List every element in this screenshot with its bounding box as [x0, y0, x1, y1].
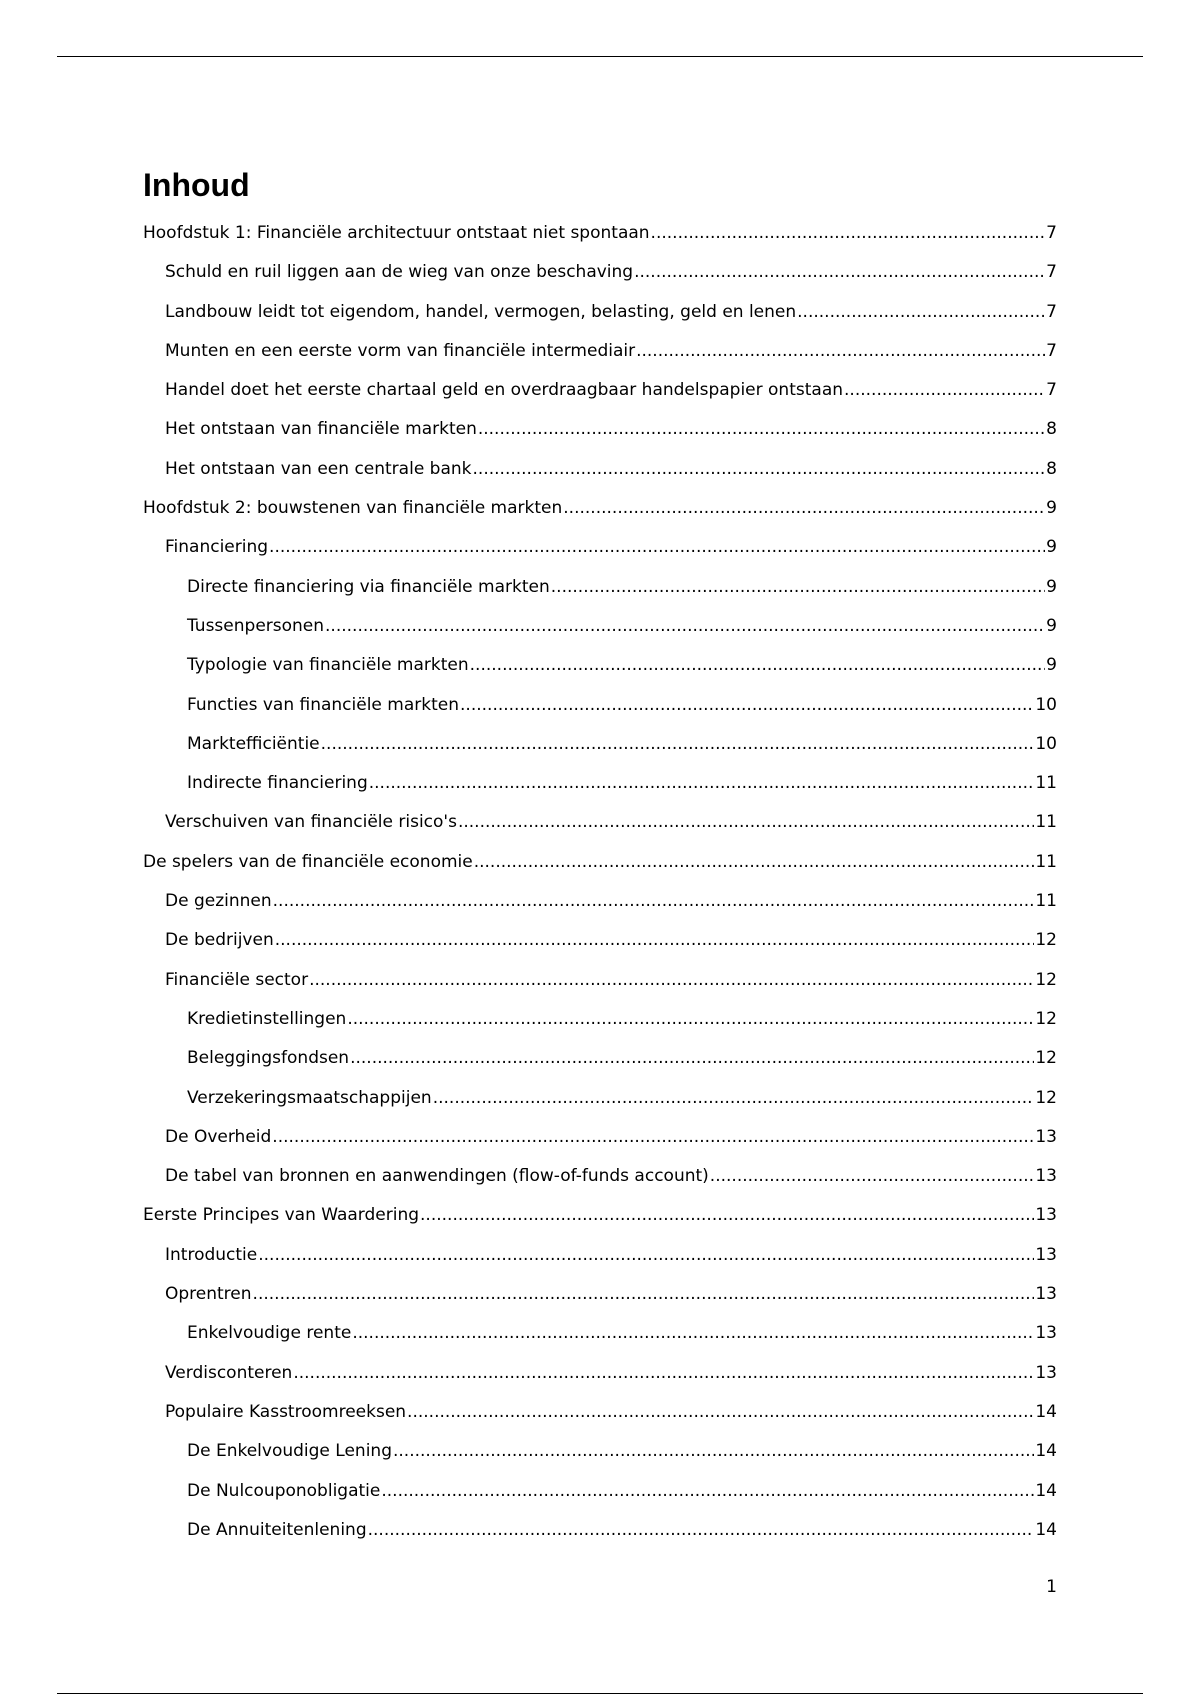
- toc-dot-leader: [407, 1393, 1034, 1432]
- toc-entry[interactable]: [143, 1354, 1057, 1393]
- toc-entry[interactable]: [143, 882, 1057, 921]
- toc-dot-leader: [368, 1511, 1035, 1550]
- toc-dot-leader: [258, 1236, 1034, 1275]
- toc-entry-title: Functies van financiële markten: [187, 694, 460, 715]
- toc-entry[interactable]: [143, 843, 1057, 882]
- toc-entry-page: 13: [1035, 1323, 1057, 1344]
- toc-entry-title: De Nulcouponobligatie: [187, 1480, 381, 1501]
- toc-entry-page: 13: [1035, 1166, 1057, 1187]
- toc-dot-leader: [420, 1196, 1034, 1235]
- toc-entry-title: Het ontstaan van een centrale bank: [165, 458, 472, 479]
- toc-entry[interactable]: [143, 528, 1057, 567]
- toc-entry[interactable]: [143, 1314, 1057, 1353]
- toc-dot-leader: [634, 253, 1045, 292]
- toc-entry[interactable]: [143, 1000, 1057, 1039]
- toc-dot-leader: [272, 1118, 1034, 1157]
- toc-entry-title: Eerste Principes van Waardering: [143, 1205, 420, 1226]
- toc-entry[interactable]: [143, 253, 1057, 292]
- toc-entry-title: Introductie: [165, 1244, 258, 1265]
- toc-entry[interactable]: [143, 568, 1057, 607]
- toc-dot-leader: [478, 410, 1045, 449]
- toc-entry-page: 11: [1035, 812, 1057, 833]
- toc-entry-page: 7: [1046, 262, 1057, 283]
- toc-entry-title: Enkelvoudige rente: [187, 1323, 352, 1344]
- toc-entry[interactable]: [143, 725, 1057, 764]
- toc-dot-leader: [458, 803, 1034, 842]
- toc-entry[interactable]: [143, 1039, 1057, 1078]
- toc-entry-page: 7: [1046, 301, 1057, 322]
- toc-entry[interactable]: [143, 489, 1057, 528]
- toc-entry-title: Kredietinstellingen: [187, 1008, 347, 1029]
- toc-dot-leader: [253, 1275, 1035, 1314]
- toc-entry-title: De bedrijven: [165, 930, 274, 951]
- toc-entry[interactable]: [143, 1432, 1057, 1471]
- toc-entry[interactable]: [143, 961, 1057, 1000]
- toc-dot-leader: [474, 843, 1035, 882]
- toc-dot-leader: [470, 646, 1046, 685]
- toc-dot-leader: [321, 725, 1035, 764]
- toc-dot-leader: [844, 371, 1045, 410]
- toc-dot-leader: [350, 1039, 1034, 1078]
- toc-dot-leader: [797, 293, 1045, 332]
- toc-dot-leader: [651, 214, 1046, 253]
- toc-entry-page: 14: [1035, 1401, 1057, 1422]
- toc-entry-page: 12: [1035, 930, 1057, 951]
- toc-dot-leader: [433, 1079, 1035, 1118]
- toc-entry-page: 7: [1046, 380, 1057, 401]
- toc-entry-page: 9: [1046, 537, 1057, 558]
- toc-entry[interactable]: [143, 1511, 1057, 1550]
- toc-entry-page: 12: [1035, 1048, 1057, 1069]
- toc-entry-page: 9: [1046, 615, 1057, 636]
- toc-entry[interactable]: [143, 1275, 1057, 1314]
- toc-entry-page: 12: [1035, 1087, 1057, 1108]
- toc-entry-page: 14: [1035, 1441, 1057, 1462]
- toc-entry[interactable]: [143, 332, 1057, 371]
- toc-entry-title: Munten en een eerste vorm van financiële intermediair: [165, 340, 636, 361]
- toc-entry-page: 14: [1035, 1480, 1057, 1501]
- toc-entry-title: Indirecte financiering: [187, 773, 368, 794]
- toc-entry-title: Handel doet het eerste chartaal geld en overdraagbaar handelspapier ontstaan: [165, 380, 844, 401]
- toc-entry-page: 9: [1046, 655, 1057, 676]
- toc-entry-page: 11: [1035, 891, 1057, 912]
- toc-entry-page: 13: [1035, 1362, 1057, 1383]
- toc-entry-page: 12: [1035, 969, 1057, 990]
- toc-entry[interactable]: [143, 1472, 1057, 1511]
- toc-entry-page: 8: [1046, 419, 1057, 440]
- toc-entry-page: 8: [1046, 458, 1057, 479]
- toc-entry-page: 14: [1035, 1519, 1057, 1540]
- toc-dot-leader: [393, 1432, 1034, 1471]
- toc-entry[interactable]: [143, 646, 1057, 685]
- toc-dot-leader: [473, 450, 1046, 489]
- toc-entry[interactable]: [143, 371, 1057, 410]
- toc-entry-page: 9: [1046, 498, 1057, 519]
- toc-dot-leader: [381, 1472, 1034, 1511]
- toc-entry[interactable]: [143, 450, 1057, 489]
- toc-entry-title: Het ontstaan van financiële markten: [165, 419, 477, 440]
- toc-entry-title: Schuld en ruil liggen aan de wieg van onze beschaving: [165, 262, 634, 283]
- toc-dot-leader: [636, 332, 1045, 371]
- toc-entry-page: 10: [1035, 694, 1057, 715]
- toc-entry-title: Directe financiering via financiële markten: [187, 576, 550, 597]
- toc-dot-leader: [563, 489, 1045, 528]
- toc-dot-leader: [551, 568, 1045, 607]
- toc-entry-title: Hoofdstuk 2: bouwstenen van financiële markten: [143, 498, 563, 519]
- toc-entry[interactable]: [143, 1157, 1057, 1196]
- toc-entry[interactable]: [143, 1393, 1057, 1432]
- toc-entry-page: 13: [1035, 1205, 1057, 1226]
- toc-dot-leader: [369, 764, 1035, 803]
- toc-entry-title: Oprentren: [165, 1284, 252, 1305]
- toc-entry-page: 11: [1035, 851, 1057, 872]
- toc-entry[interactable]: [143, 1236, 1057, 1275]
- toc-entry[interactable]: [143, 214, 1057, 253]
- toc-entry-title: De spelers van de financiële economie: [143, 851, 473, 872]
- toc-entry-page: 7: [1046, 223, 1057, 243]
- toc-entry-title: Landbouw leidt tot eigendom, handel, vermogen, belasting, geld en lenen: [165, 301, 797, 322]
- toc-dot-leader: [275, 921, 1035, 960]
- toc-entry-title: De tabel van bronnen en aanwendingen (flow-of-funds account): [165, 1166, 709, 1187]
- toc-entry-page: 11: [1035, 773, 1057, 794]
- toc-entry[interactable]: [143, 293, 1057, 332]
- toc-dot-leader: [352, 1314, 1034, 1353]
- toc-dot-leader: [293, 1354, 1034, 1393]
- toc-entry-page: 13: [1035, 1126, 1057, 1147]
- toc-entry-page: 10: [1035, 733, 1057, 754]
- page-number: 1: [1046, 1577, 1057, 1597]
- toc-entry-page: 7: [1046, 340, 1057, 361]
- toc-heading: Inhoud: [143, 167, 250, 203]
- toc-entry-title: Marktefficiëntie: [187, 733, 320, 754]
- toc-entry-page: 13: [1035, 1284, 1057, 1305]
- toc-entry-title: Hoofdstuk 1: Financiële architectuur ontstaat niet spontaan: [143, 223, 650, 243]
- toc-entry-title: Beleggingsfondsen: [187, 1048, 350, 1069]
- toc-entry-title: Typologie van financiële markten: [187, 655, 469, 676]
- toc-entry-title: Populaire Kasstroomreeksen: [165, 1401, 407, 1422]
- toc-entry[interactable]: [143, 410, 1057, 449]
- toc-entry-page: 12: [1035, 1008, 1057, 1029]
- toc-entry-page: 13: [1035, 1244, 1057, 1265]
- toc-entry[interactable]: [143, 1079, 1057, 1118]
- toc-entry[interactable]: [143, 1118, 1057, 1157]
- toc-dot-leader: [325, 607, 1045, 646]
- toc-entry[interactable]: [143, 921, 1057, 960]
- toc-dot-leader: [269, 528, 1045, 567]
- toc-entry-title: Verdisconteren: [165, 1362, 293, 1383]
- table-of-contents: [143, 214, 1057, 1550]
- toc-dot-leader: [710, 1157, 1035, 1196]
- toc-entry-title: Verschuiven van financiële risico's: [165, 812, 457, 833]
- toc-dot-leader: [460, 686, 1034, 725]
- toc-entry-title: Financiering: [165, 537, 269, 558]
- toc-entry-title: De gezinnen: [165, 891, 272, 912]
- toc-entry[interactable]: [143, 764, 1057, 803]
- toc-entry[interactable]: [143, 607, 1057, 646]
- toc-entry-title: Tussenpersonen: [187, 615, 325, 636]
- toc-entry-title: Financiële sector: [165, 969, 309, 990]
- toc-entry-title: De Enkelvoudige Lening: [187, 1441, 392, 1462]
- toc-entry-page: 9: [1046, 576, 1057, 597]
- toc-entry-title: De Overheid: [165, 1126, 272, 1147]
- header-rule: [57, 56, 1143, 57]
- toc-entry-title: De Annuiteitenlening: [187, 1519, 367, 1540]
- toc-entry[interactable]: [143, 803, 1057, 842]
- toc-dot-leader: [273, 882, 1035, 921]
- toc-dot-leader: [347, 1000, 1034, 1039]
- toc-entry[interactable]: [143, 686, 1057, 725]
- toc-entry-title: Verzekeringsmaatschappijen: [187, 1087, 432, 1108]
- footer-rule: [57, 1693, 1143, 1694]
- toc-entry[interactable]: [143, 1196, 1057, 1235]
- toc-dot-leader: [309, 961, 1034, 1000]
